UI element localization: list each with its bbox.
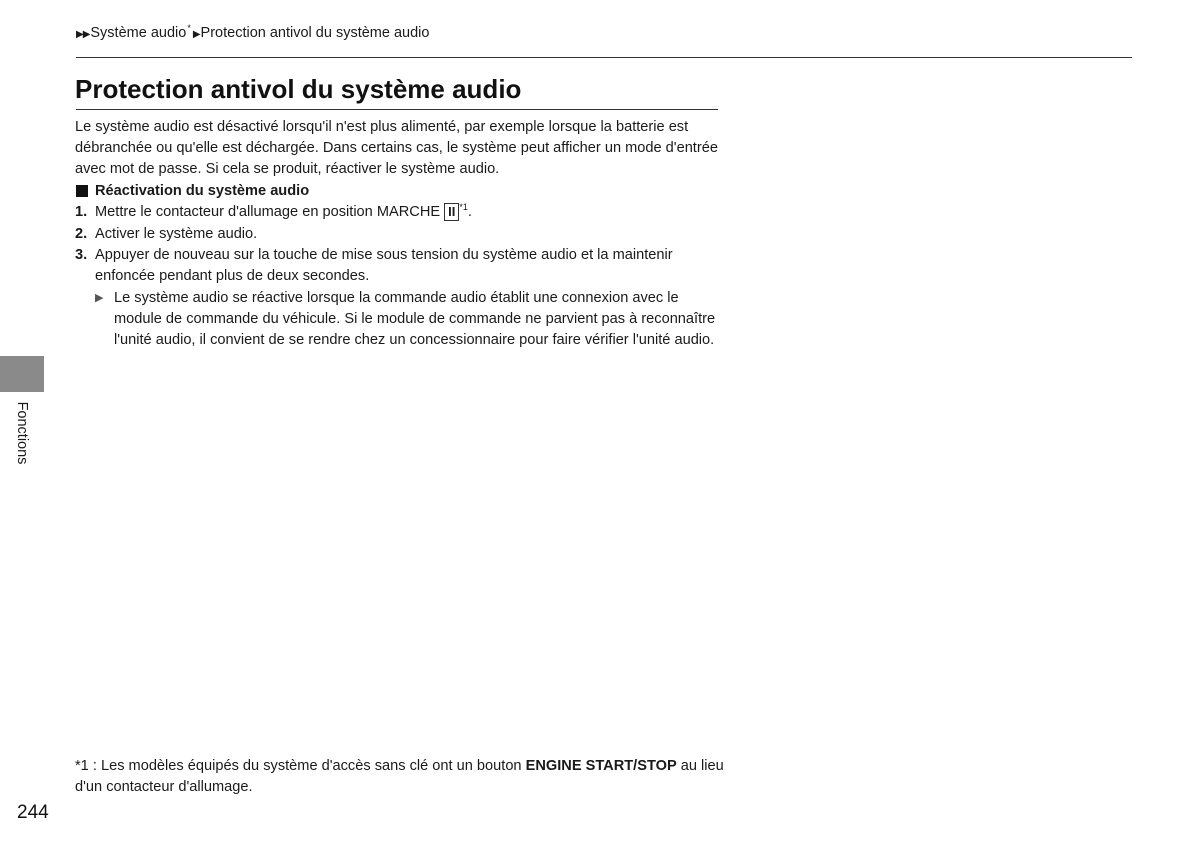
chapter-tab[interactable] <box>0 356 44 392</box>
page-title: Protection antivol du système audio <box>75 74 522 104</box>
step-number: 2. <box>75 226 88 243</box>
step-text-end: . <box>467 203 472 220</box>
footnote-text: *1 : Les modèles équipés du système d'accès sans clé ont un bouton <box>75 758 526 774</box>
step-text: Activer le système audio. <box>95 226 258 243</box>
footnote <box>75 756 725 798</box>
ignition-position-key: II <box>444 203 459 221</box>
step-number: 3. <box>75 247 88 264</box>
intro-paragraph: Le système audio est désactivé lorsqu'il n'est plus alimenté, par exemple lorsque la batterie est débranchée ou qu'elle est déchargée. Dans certains cas, le système peut afficher un mode d'entrée avec mot de passe. Si cela se produit, réactiver le système audio. <box>75 119 718 178</box>
step-2 <box>75 224 725 245</box>
breadcrumb-section-marker: * <box>187 23 191 33</box>
subheading-text: Réactivation du système audio <box>95 182 310 199</box>
subheading <box>75 181 725 202</box>
step-1 <box>75 202 725 224</box>
breadcrumb-section[interactable]: Système audio <box>90 25 187 41</box>
step-3-note <box>95 288 725 352</box>
square-bullet-icon <box>76 185 88 197</box>
step-3 <box>75 245 725 287</box>
step-number: 1. <box>75 203 88 220</box>
breadcrumb-arrow-icon: ▶ <box>192 29 200 40</box>
note-text: Le système audio se réactive lorsque la commande audio établit une connexion avec le module de commande du véhicule. Si le module de commande ne parvient pas à reconnaître l'unité audio, il convient de se rendre chez un concessionnaire pour faire vérifier l'unité audio. <box>114 289 716 349</box>
breadcrumb <box>76 25 429 41</box>
main-content <box>75 117 725 351</box>
step-text <box>95 202 725 224</box>
title-divider <box>76 109 718 110</box>
breadcrumb-arrows-icon: ▶▶ <box>76 29 90 40</box>
step-text-content: Mettre le contacteur d'allumage en position MARCHE <box>95 203 441 220</box>
page-number: 244 <box>17 802 49 823</box>
footnote-button-name: ENGINE START/STOP <box>525 758 677 774</box>
header-divider <box>76 57 1132 58</box>
footnote-text-end: au lieu d'un contacteur d'allumage. <box>75 758 724 796</box>
breadcrumb-page: Protection antivol du système audio <box>200 25 430 41</box>
step-text: Appuyer de nouveau sur la touche de mise sous tension du système audio et la maintenir enfoncée pendant plus de deux secondes. <box>95 247 673 285</box>
chapter-tab-label: Fonctions <box>14 401 30 465</box>
note-arrow-icon: ▶ <box>95 291 104 304</box>
footnote-ref[interactable]: *1 <box>459 201 468 212</box>
